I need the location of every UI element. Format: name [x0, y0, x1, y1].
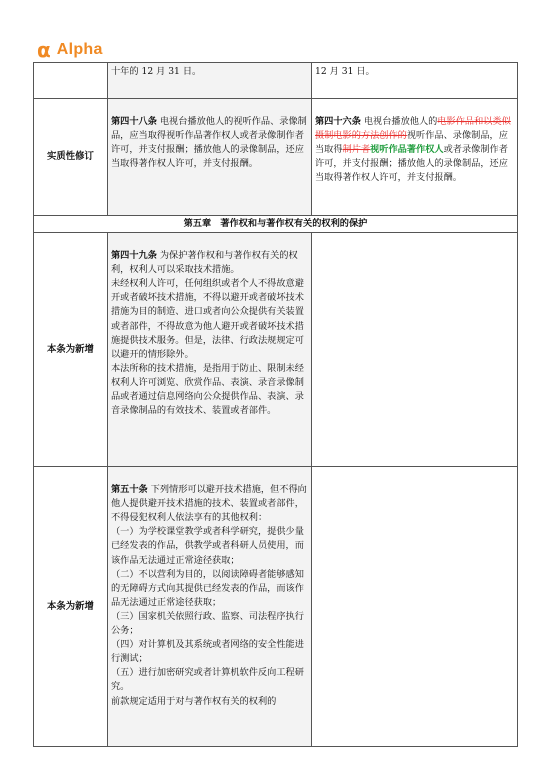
- row-label: 实质性修订: [34, 99, 108, 216]
- article-number: 第五十条: [111, 484, 148, 496]
- old-text-cell: [108, 467, 312, 747]
- new-text-segment: 电视台播放他人的: [363, 116, 438, 127]
- paragraph-text: 为保护著作权和与著作权有关的权利，权利人可以采取技术措施。: [111, 250, 298, 276]
- list-item: （一）为学校课堂教学或者科学研究，提供少量已经发表的作品，供教学或者科研人员使用，而该作品无法通过正常途径获取；: [111, 526, 304, 566]
- paragraph-text: 下列情形可以避开技术措施，但不得向他人提供避开技术措施的技术、装置或者部件，不得侵犯权利人依法享有的其他权利：: [111, 484, 307, 524]
- deleted-text: 制片者: [342, 144, 371, 156]
- new-text-segment: 或者录像制作者许可，并支付报酬；播放他人的录像制品，还应当取得著作权人许可，并支付报酬。: [315, 144, 508, 184]
- chapter-heading: 第五章 著作权和与著作权有关的权利的保护: [34, 216, 518, 233]
- list-item: （四）对计算机及其系统或者网络的安全性能进行测试；: [111, 639, 304, 665]
- new-article-number: 第四十六条: [315, 116, 361, 127]
- old-text-cell: [108, 63, 312, 99]
- table-row: [34, 99, 518, 216]
- old-text-cell: [108, 233, 312, 467]
- old-article-text: 电视台播放他人的视听作品、录像制品，应当取得视听作品著作权人或者录像制作者许可，并支付报酬；播放他人的录像制品，还应当取得著作权人许可，并支付报酬。: [111, 116, 307, 170]
- row-label: 本条为新增: [34, 233, 108, 467]
- table-row: [34, 467, 518, 747]
- article-paragraph: 本法所称的技术措施，是指用于防止、限制未经权利人许可浏览、欣赏作品、表演、录音录像制品或者通过信息网络向公众提供作品、表演、录音录像制品的有效技术、装置或者部件。: [111, 362, 304, 417]
- table-row: [34, 233, 518, 467]
- article-number: 第四十九条: [111, 250, 157, 262]
- article-paragraph: [111, 249, 308, 277]
- article-paragraph: 未经权利人许可，任何组织或者个人不得故意避开或者破坏技术措施，不得以避开或者破坏技术措施为目的制造、进口或者向公众提供有关装置或者部件，不得故意为他人避开或者破坏技术措施提供技术服务。但是，法律、行政法规规定可以避开的情形除外。: [111, 278, 304, 360]
- chapter-row: [34, 216, 518, 233]
- alpha-logo-icon: α: [37, 38, 51, 62]
- old-article-number: 第四十八条: [111, 116, 157, 127]
- article-paragraph: 前款规定适用于对与著作权有关的权利的: [111, 695, 277, 707]
- list-item: （三）国家机关依照行政、监察、司法程序执行公务；: [111, 610, 304, 637]
- brand-logo: [37, 40, 103, 60]
- list-item: （二）不以营利为目的，以阅读障碍者能够感知的无障碍方式向其提供已经发表的作品，而该作品无法通过正常途径获取；: [111, 568, 304, 608]
- new-text-cell: [312, 233, 518, 467]
- new-text-cell: [312, 99, 518, 216]
- row-label-cell: [34, 63, 108, 99]
- deleted-text: 电影作品和以类似摄制电影的方法创作的: [315, 116, 511, 142]
- article-paragraph: [111, 483, 308, 525]
- comparison-table: [33, 62, 518, 747]
- old-text-cell: [108, 99, 312, 216]
- list-item: （五）进行加密研究或者计算机软件反向工程研究。: [111, 667, 304, 693]
- row-label: 本条为新增: [34, 467, 108, 747]
- new-text-segment: 视听作品、录像制品，应当取得: [315, 130, 508, 156]
- table-row: [34, 63, 518, 99]
- old-text: 十年的 12 月 31 日。: [111, 66, 202, 77]
- new-text-cell: [312, 63, 518, 99]
- inserted-text: 视听作品著作权人: [370, 144, 444, 156]
- new-text-cell: [312, 467, 518, 747]
- brand-name: Alpha: [56, 41, 103, 58]
- new-text: 12 月 31 日。: [315, 66, 375, 77]
